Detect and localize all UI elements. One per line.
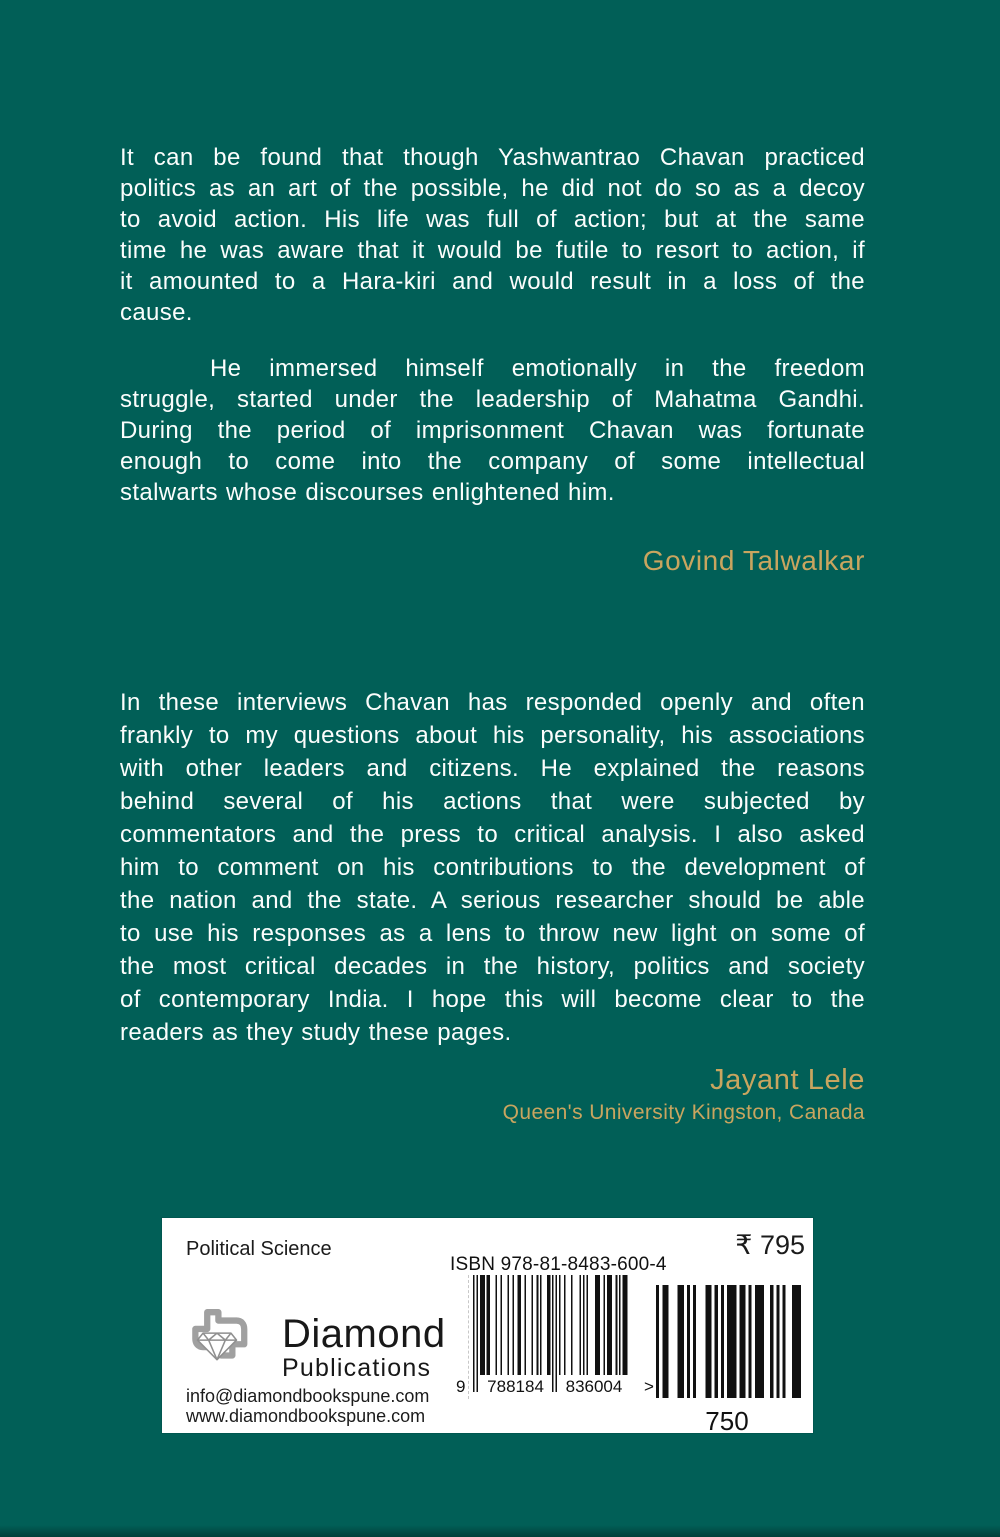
- barcode-digits: [455, 1378, 655, 1396]
- barcode-lead-digit: 9: [456, 1377, 466, 1396]
- text-line: He immersed himself emotionally in the freedom: [210, 355, 865, 382]
- barcode-bars-icon: [473, 1275, 631, 1392]
- attribution-name-jayant-lele: Jayant Lele: [710, 1064, 865, 1096]
- text-line: it amounted to a Hara-kiri and would result in a loss of the: [120, 268, 865, 295]
- diamond-logo-icon: [182, 1308, 252, 1375]
- attribution-affiliation: Queen's University Kingston, Canada: [502, 1101, 865, 1124]
- barcode-group-2: 836004: [565, 1377, 623, 1396]
- publisher-label-panel: [162, 1218, 813, 1436]
- publisher-name-line-2: Publications: [282, 1354, 432, 1382]
- price-label: [735, 1230, 805, 1261]
- text-line: the most critical decades in the history, politics and society: [120, 953, 865, 980]
- endorsement-paragraph-1: [120, 142, 865, 328]
- text-line: to use his responses as a lens to throw new light on some of: [120, 920, 865, 947]
- text-line: the nation and the state. A serious researcher should be able: [120, 887, 865, 914]
- addon-code: 750: [705, 1406, 749, 1436]
- text-line: politics as an art of the possible, he did not do so as a decoy: [120, 175, 865, 202]
- publisher-website: www.diamondbookspune.com: [186, 1406, 426, 1426]
- text-line: struggle, started under the leadership of Mahatma Gandhi.: [120, 386, 865, 413]
- barcode-chevron: >: [644, 1377, 654, 1396]
- text-line: During the period of imprisonment Chavan was fortunate: [120, 417, 865, 444]
- isbn-barcode: [456, 1275, 654, 1399]
- text-line: It can be found that though Yashwantrao Chavan practiced: [120, 144, 865, 171]
- text-line: behind several of his actions that were subjected by: [120, 788, 865, 815]
- barcode-group-1: 788184: [487, 1377, 544, 1396]
- text-line: to avoid action. His life was full of action; but at the same: [120, 206, 865, 233]
- isbn-label: ISBN 978-81-8483-600-4: [450, 1254, 667, 1275]
- text-line: stalwarts whose discourses enlightened him.: [120, 479, 615, 506]
- publisher-email: info@diamondbookspune.com: [186, 1386, 430, 1406]
- attribution-name-govind-talwalkar: Govind Talwalkar: [642, 545, 865, 576]
- text-line: time he was aware that it would be futile to resort to action, if: [120, 237, 865, 264]
- rupee-symbol: ₹: [735, 1230, 753, 1260]
- text-line: In these interviews Chavan has responded openly and often: [120, 689, 865, 716]
- text-line: enough to come into the company of some intellectual: [120, 448, 865, 475]
- text-line: with other leaders and citizens. He explained the reasons: [120, 755, 865, 782]
- price-addon-barcode: [653, 1285, 801, 1437]
- text-line: cause.: [120, 299, 193, 326]
- category-label: Political Science: [186, 1238, 332, 1260]
- text-line: frankly to my questions about his personality, his associations: [120, 722, 865, 749]
- endorsement-paragraph-3: [120, 686, 865, 1049]
- text-line: readers as they study these pages.: [120, 1019, 512, 1046]
- text-line: commentators and the press to critical analysis. I also asked: [120, 821, 865, 848]
- endorsement-paragraph-2: [120, 353, 865, 508]
- price-amount: 795: [759, 1230, 805, 1260]
- addon-barcode-bars-icon: [653, 1285, 801, 1398]
- text-line: him to comment on his contributions to the development of: [120, 854, 865, 881]
- text-line: of contemporary India. I hope this will become clear to the: [120, 986, 865, 1013]
- endorsement-block-1: [120, 142, 865, 577]
- publisher-name: Diamond: [282, 1312, 446, 1356]
- endorsement-block-2: [120, 686, 865, 1125]
